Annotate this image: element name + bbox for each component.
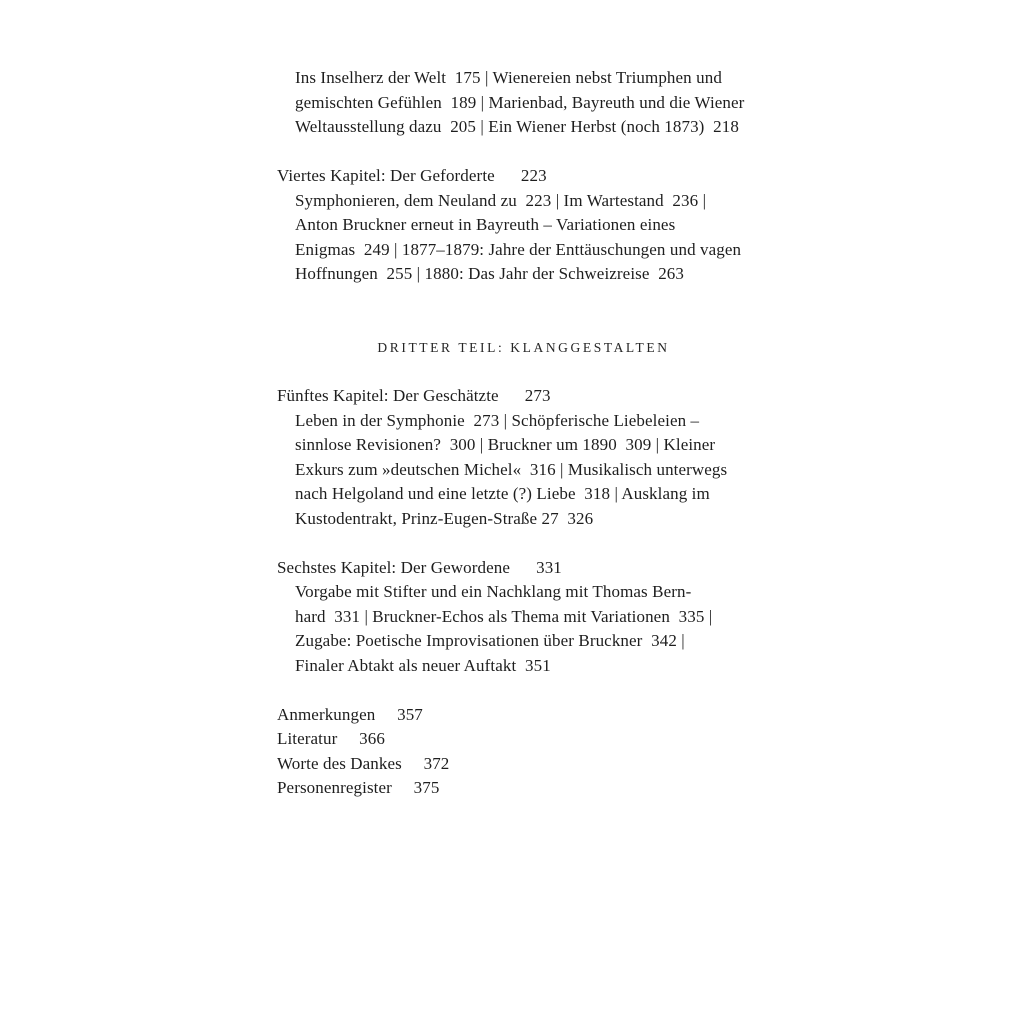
toc-subentry-line: Weltausstellung dazu 205 | Ein Wiener Herbst (noch 1873) 218: [295, 117, 739, 136]
toc-subentry-line: hard 331 | Bruckner-Echos als Thema mit Variationen 335 |: [295, 606, 713, 626]
toc-subentry-line: gemischten Gefühlen 189 | Marienbad, Bayreuth und die Wiener: [295, 92, 745, 112]
toc-subentry-line: Anton Bruckner erneut in Bayreuth – Variationen eines: [295, 215, 676, 234]
toc-subentry-line: Zugabe: Poetische Improvisationen über Bruckner 342 |: [295, 631, 685, 650]
toc-subentry-line: Hoffnungen 255 | 1880: Das Jahr der Schweizreise 263: [295, 264, 685, 283]
toc-subentry-line: Symphonieren, dem Neuland zu 223 | Im Wartestand 236 |: [295, 190, 707, 210]
toc-subentry-line: Leben in der Symphonie 273 | Schöpferische Liebeleien –: [295, 410, 700, 430]
chapter-title-line: Fünftes Kapitel: Der Geschätzte 273: [277, 386, 551, 405]
toc-subentry-line: Exkurs zum »deutschen Michel« 316 | Musikalisch unterwegs: [295, 459, 728, 479]
toc-subentry-line: Vorgabe mit Stifter und ein Nachklang mit Thomas Bern-: [295, 582, 692, 601]
chapter-title-line: Viertes Kapitel: Der Geforderte 223: [277, 166, 547, 185]
backmatter-entry: Personenregister 375: [277, 778, 440, 797]
backmatter-entry: Worte des Dankes 372: [277, 753, 450, 773]
chapter-title-line: Sechstes Kapitel: Der Gewordene 331: [277, 557, 562, 577]
part-heading: DRITTER TEIL: KLANGGESTALTEN: [377, 339, 670, 355]
toc-subentry-line: Ins Inselherz der Welt 175 | Wienereien nebst Triumphen und: [295, 68, 722, 87]
table-of-contents: [277, 66, 797, 801]
backmatter-entry: Anmerkungen 357: [277, 704, 423, 724]
backmatter-entry: Literatur 366: [277, 729, 385, 748]
toc-subentry-line: Enigmas 249 | 1877–1879: Jahre der Enttäuschungen und vagen: [295, 239, 742, 259]
toc-subentry-line: nach Helgoland und eine letzte (?) Liebe 318 | Ausklang im: [295, 484, 710, 503]
toc-subentry-line: Finaler Abtakt als neuer Auftakt 351: [295, 655, 551, 675]
toc-subentry-line: Kustodentrakt, Prinz-Eugen-Straße 27 326: [295, 508, 594, 528]
toc-subentry-line: sinnlose Revisionen? 300 | Bruckner um 1890 309 | Kleiner: [295, 435, 716, 454]
